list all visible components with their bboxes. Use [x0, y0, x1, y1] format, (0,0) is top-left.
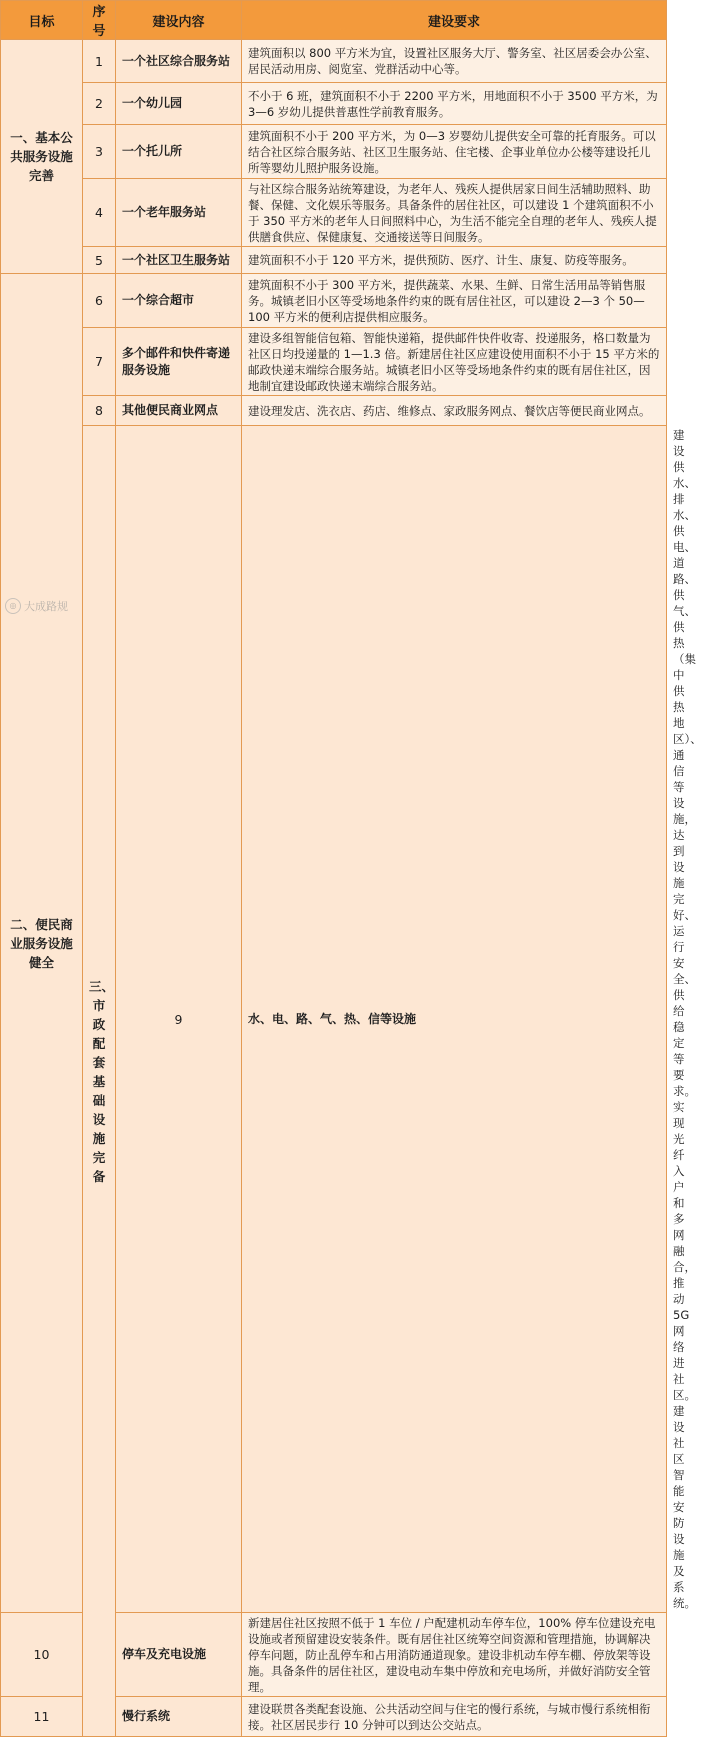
- table-row: [1, 396, 667, 426]
- row-requirement: 建筑面积不小于 120 平方米，提供预防、医疗、计生、康复、防疫等服务。: [242, 247, 667, 274]
- table-row: [1, 40, 667, 83]
- row-number: 8: [83, 396, 116, 426]
- row-content: 多个邮件和快件寄递服务设施: [116, 328, 242, 396]
- row-number: 3: [83, 125, 116, 179]
- watermark: [5, 598, 68, 614]
- header-content: 建设内容: [116, 1, 242, 40]
- row-content: 一个综合超市: [116, 274, 242, 328]
- row-number: 9: [116, 426, 242, 1613]
- row-number: 5: [83, 247, 116, 274]
- watermark-logo-icon: ◎: [5, 598, 21, 614]
- header-goal: 目标: [1, 1, 83, 40]
- row-requirement: 建设理发店、洗衣店、药店、维修点、家政服务网点、餐饮店等便民商业网点。: [242, 396, 667, 426]
- row-number: 2: [83, 83, 116, 125]
- goal-cell: 三、市政配套基础设施完备: [83, 426, 116, 1737]
- row-requirement: 与社区综合服务站统筹建设，为老年人、残疾人提供居家日间生活辅助照料、助餐、保健、文化娱乐等服务。具备条件的居住社区，可以建设 1 个建筑面积不小于 350 平方米的老年人日间照料中心，为生活不能完全自理的老年人、残疾人提供膳食供应、保健康复、交通接送等日间服务。: [242, 179, 667, 247]
- row-content: 一个老年服务站: [116, 179, 242, 247]
- row-content: 一个社区综合服务站: [116, 40, 242, 83]
- row-number: 6: [83, 274, 116, 328]
- row-number: 10: [1, 1613, 83, 1697]
- row-requirement: 建筑面积不小于 300 平方米，提供蔬菜、水果、生鲜、日常生活用品等销售服务。城镇老旧小区等受场地条件约束的既有居住社区，可以建设 2—3 个 50—100 平方米的便利店提供相应服务。: [242, 274, 667, 328]
- row-requirement: 建设多组智能信包箱、智能快递箱，提供邮件快件收寄、投递服务，格口数量为社区日均投递量的 1—1.3 倍。新建居住社区应建设使用面积不小于 15 平方米的邮政快递末端综合服务站。城镇老旧小区等受场地条件约束的既有居住社区，因地制宜建设邮政快递末端综合服务站。: [242, 328, 667, 396]
- header-row: [1, 1, 667, 40]
- row-requirement: 建设联贯各类配套设施、公共活动空间与住宅的慢行系统，与城市慢行系统相衔接。社区居民步行 10 分钟可以到达公交站点。: [242, 1697, 667, 1737]
- row-requirement: 建筑面积以 800 平方米为宜，设置社区服务大厅、警务室、社区居委会办公室、居民活动用房、阅览室、党群活动中心等。: [242, 40, 667, 83]
- table-row: 三、市政配套基础设施完备 9 水、电、路、气、热、信等设施 建设供水、排水、供电、道路、供气、供热（集中供热地区）、通信等设施，达到设施完好、运行安全、供给稳定等要求。实现光纤入户和多网融合，推动 5G 网络进社区。建设社区智能安防设施及系统。: [1, 426, 667, 1613]
- row-content: 一个幼儿园: [116, 83, 242, 125]
- row-content: 水、电、路、气、热、信等设施: [242, 426, 667, 1613]
- goal-cell: 一、基本公共服务设施完善: [1, 40, 83, 274]
- row-content: 一个社区卫生服务站: [116, 247, 242, 274]
- table-row: [1, 179, 667, 247]
- table-row: [1, 125, 667, 179]
- table-row: [1, 328, 667, 396]
- row-content: 慢行系统: [116, 1697, 242, 1737]
- row-content: 其他便民商业网点: [116, 396, 242, 426]
- row-number: 1: [83, 40, 116, 83]
- table-row: [1, 83, 667, 125]
- row-number: 7: [83, 328, 116, 396]
- row-requirement: 建筑面积不小于 200 平方米，为 0—3 岁婴幼儿提供安全可靠的托育服务。可以结合社区综合服务站、社区卫生服务站、住宅楼、企事业单位办公楼等建设托儿所等婴幼儿照护服务设施。: [242, 125, 667, 179]
- row-requirement: 不小于 6 班，建筑面积不小于 2200 平方米，用地面积不小于 3500 平方米，为 3—6 岁幼儿提供普惠性学前教育服务。: [242, 83, 667, 125]
- watermark-text: 大成路规: [24, 600, 68, 613]
- goal-cell: 二、便民商业服务设施健全: [1, 274, 83, 1613]
- row-number: 11: [1, 1697, 83, 1737]
- row-content: 停车及充电设施: [116, 1613, 242, 1697]
- table-row: [1, 247, 667, 274]
- row-number: 4: [83, 179, 116, 247]
- header-requirement: 建设要求: [242, 1, 667, 40]
- row-content: 一个托儿所: [116, 125, 242, 179]
- table-row: [1, 274, 667, 328]
- header-num: 序号: [83, 1, 116, 40]
- row-requirement: 新建居住社区按照不低于 1 车位 / 户配建机动车停车位，100% 停车位建设充电设施或者预留建设安装条件。既有居住社区统筹空间资源和管理措施，协调解决停车问题，防止乱停车和占用消防通道现象。建设非机动车停车棚、停放架等设施。具备条件的居住社区，建设电动车集中停放和充电场所，并做好消防安全管理。: [242, 1613, 667, 1697]
